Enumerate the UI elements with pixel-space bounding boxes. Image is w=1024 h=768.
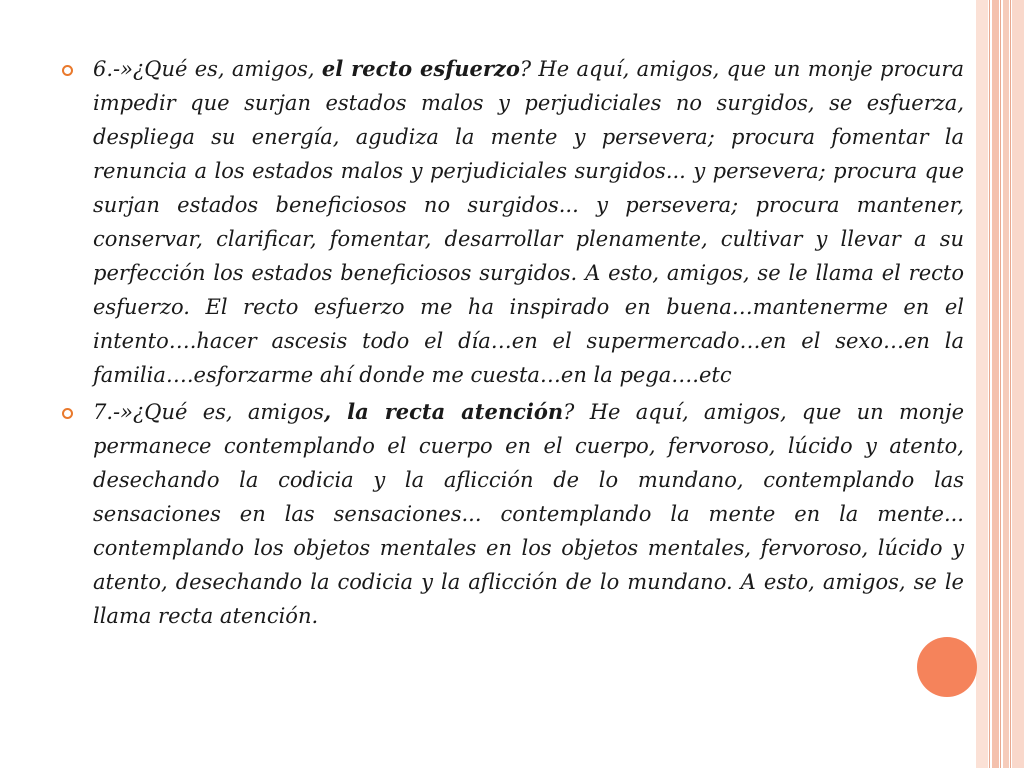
bullet-body: ? He aquí, amigos, que un monje procura impedir que surjan estados malos y perjudiciales no surgidos, se esfuerza, despliega su energía, agudiza la mente y persevera; procura fomentar la renuncia a los estados malos y perjudiciales surgidos... y persevera; procura que surjan estados beneficiosos no surgidos... y persevera; procura mantener, conservar, clarificar, fomentar, desarrollar plenamente, cultivar y llevar a su perfección los estados beneficiosos surgidos. A esto, amigos, se le llama el recto esfuerzo. El recto esfuerzo me ha inspirado en buena…mantenerme en el intento….hacer ascesis todo el día…en el supermercado…en el sexo…en la familia….esforzarme ahí donde me cuesta…en la pega….etc [93, 57, 964, 387]
stripe-1 [976, 0, 988, 768]
bullet-item-6 [62, 52, 964, 392]
ring-bullet-icon [62, 65, 73, 76]
decorative-side-stripes [976, 0, 1024, 768]
stripe-3 [1003, 0, 1009, 768]
slide-content [62, 52, 964, 636]
ring-bullet-icon [62, 408, 73, 419]
bullet-emphasis: el recto esfuerzo [321, 56, 520, 81]
stripe-2 [992, 0, 999, 768]
stripe-line [1000, 0, 1001, 768]
stripe-line [989, 0, 990, 768]
stripe-4 [1012, 0, 1024, 768]
orange-circle-decoration [917, 637, 977, 697]
bullet-prefix: 6.-»¿Qué es, amigos, [93, 57, 322, 81]
bullet-emphasis: , la recta atención [323, 399, 564, 424]
bullet-text-7 [93, 395, 964, 633]
bullet-body: ? He aquí, amigos, que un monje permanece contemplando el cuerpo en el cuerpo, fervoroso, lúcido y atento, desechando la codicia y la aflicción de lo mundano, contemplando las sensaciones en las sensaciones... contemplando la mente en la mente... contemplando los objetos mentales en los objetos mentales, fervoroso, lúcido y atento, desechando la codicia y la aflicción de lo mundano. A esto, amigos, se le llama recta atención. [93, 400, 965, 628]
bullet-item-7 [62, 395, 964, 633]
bullet-text-6 [93, 52, 964, 392]
stripe-line [1010, 0, 1011, 768]
bullet-prefix: 7.-»¿Qué es, amigos [93, 400, 324, 424]
